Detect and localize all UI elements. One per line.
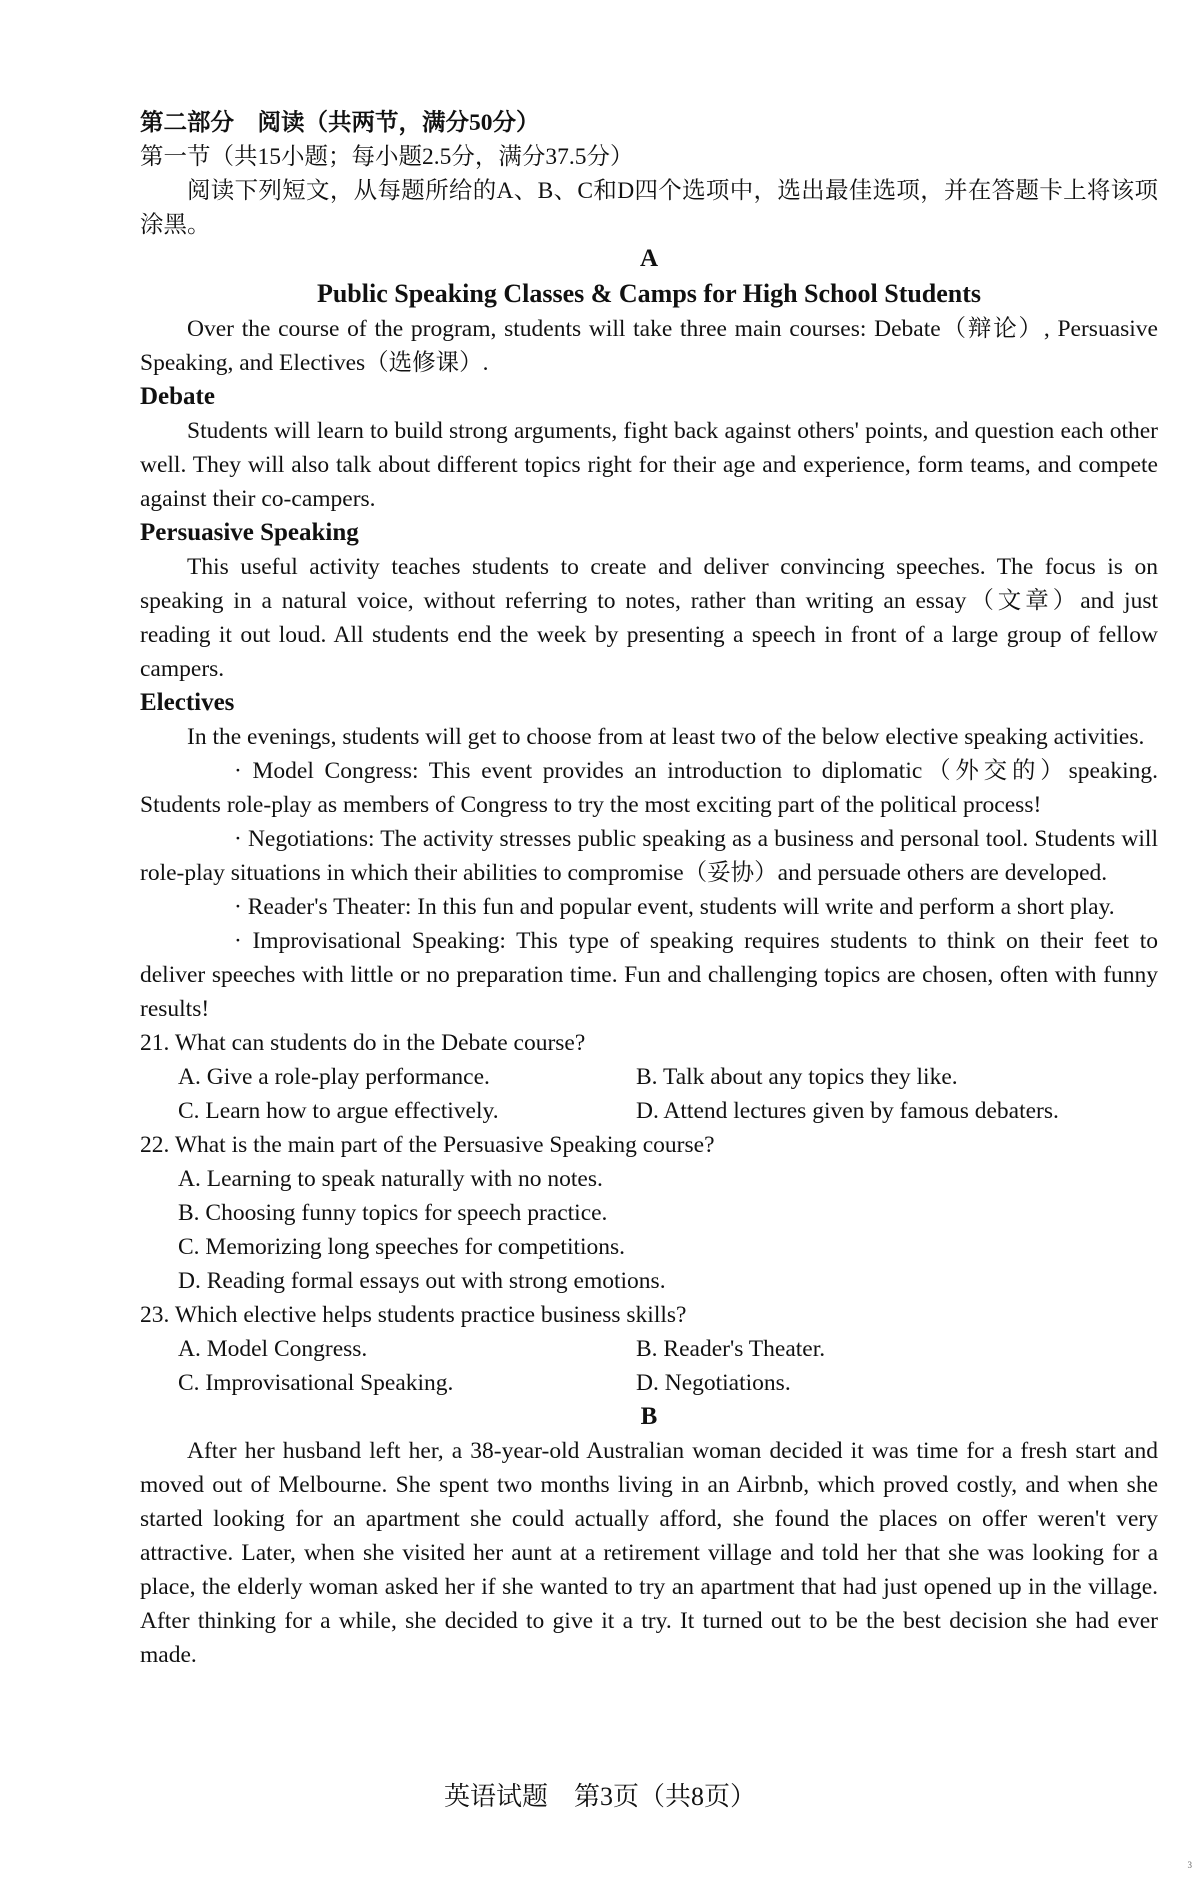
question-stem: 23. Which elective helps students practice business skills?: [140, 1302, 687, 1328]
question-22: [140, 1128, 1158, 1298]
electives-text: In the evenings, students will get to choose from at least two of the below elective speaking activities.: [187, 724, 1145, 750]
option-d: D. Attend lectures given by famous debaters.: [636, 1098, 1059, 1124]
question-stem: 22. What is the main part of the Persuasive Speaking course?: [140, 1132, 715, 1158]
question-stem: 21. What can students do in the Debate course?: [140, 1030, 586, 1056]
option-d: D. Reading formal essays out with strong emotions.: [178, 1268, 666, 1294]
bullet-model-congress: · Model Congress: This event provides an introduction to diplomatic（外交的）speaking. Students role-play as members of Congress to try the most exciting part of the political process!: [140, 758, 1158, 818]
option-grid: [140, 1060, 1158, 1128]
option-d: D. Negotiations.: [636, 1370, 791, 1396]
debate-heading: Debate: [140, 383, 215, 410]
option-c: C. Improvisational Speaking.: [178, 1370, 454, 1396]
instructions: 阅读下列短文，从每题所给的A、B、C和D四个选项中，选出最佳选项，并在答题卡上将该项涂黑。: [140, 178, 1158, 238]
option-a: A. Learning to speak naturally with no notes.: [178, 1166, 603, 1192]
exam-page: [140, 106, 1158, 1672]
option-c: C. Learn how to argue effectively.: [178, 1098, 499, 1124]
part-header: 第二部分 阅读（共两节，满分50分）: [140, 110, 540, 136]
option-c: C. Memorizing long speeches for competitions.: [178, 1234, 626, 1260]
corner-mark: 3: [1187, 1860, 1192, 1870]
electives-heading: Electives: [140, 689, 235, 716]
page-footer: 英语试题 第3页（共8页）: [443, 1782, 756, 1811]
persuasive-heading: Persuasive Speaking: [140, 519, 359, 546]
bullet-improvisational: · Improvisational Speaking: This type of speaking requires students to think on their feet to deliver speeches with little or no preparation time. Fun and challenging topics are chosen, often with funny results!: [140, 928, 1158, 1022]
question-21: [140, 1026, 1158, 1128]
bullet-readers-theater: · Reader's Theater: In this fun and popular event, students will write and perform a short play.: [234, 894, 1115, 920]
option-b: B. Choosing funny topics for speech practice.: [178, 1200, 608, 1226]
passage-b-letter: B: [640, 1403, 658, 1430]
passage-a-title: Public Speaking Classes & Camps for High School Students: [316, 279, 982, 308]
option-b: B. Reader's Theater.: [636, 1336, 826, 1362]
section-header: 第一节（共15小题；每小题2.5分，满分37.5分）: [140, 144, 634, 170]
option-a: A. Model Congress.: [178, 1336, 368, 1362]
persuasive-text: This useful activity teaches students to create and deliver convincing speeches. The focus is on speaking in a natural voice, without referring to notes, rather than writing an essay（文章）and just reading it out loud. All students end the week by presenting a speech in front of a large group of fellow campers.: [140, 554, 1158, 682]
option-a: A. Give a role-play performance.: [178, 1064, 490, 1090]
option-b: B. Talk about any topics they like.: [636, 1064, 958, 1090]
debate-text: Students will learn to build strong arguments, fight back against others' points, and question each other well. They will also talk about different topics right for their age and experience, form teams, and compete against their co-campers.: [140, 418, 1158, 512]
question-23: [140, 1298, 1158, 1400]
option-grid: [140, 1332, 1158, 1400]
bullet-negotiations: · Negotiations: The activity stresses public speaking as a business and personal tool. Students will role-play situations in which their abilities to compromise（妥协）and persuade others are developed.: [140, 826, 1158, 886]
passage-b-text: After her husband left her, a 38-year-old Australian woman decided it was time for a fresh start and moved out of Melbourne. She spent two months living in an Airbnb, which proved costly, and when she started looking for an apartment she could actually afford, she found the places on offer weren't very attractive. Later, when she visited her aunt at a retirement village and told her that she was looking for a place, the elderly woman asked her if she wanted to try an apartment that had just opened up in the village. After thinking for a while, she decided to give it a try. It turned out to be the best decision she had ever made.: [140, 1438, 1158, 1668]
passage-a-letter: A: [639, 245, 659, 272]
passage-a-intro: Over the course of the program, students will take three main courses: Debate（辩论）, Persuasive Speaking, and Electives（选修课）.: [140, 316, 1158, 376]
